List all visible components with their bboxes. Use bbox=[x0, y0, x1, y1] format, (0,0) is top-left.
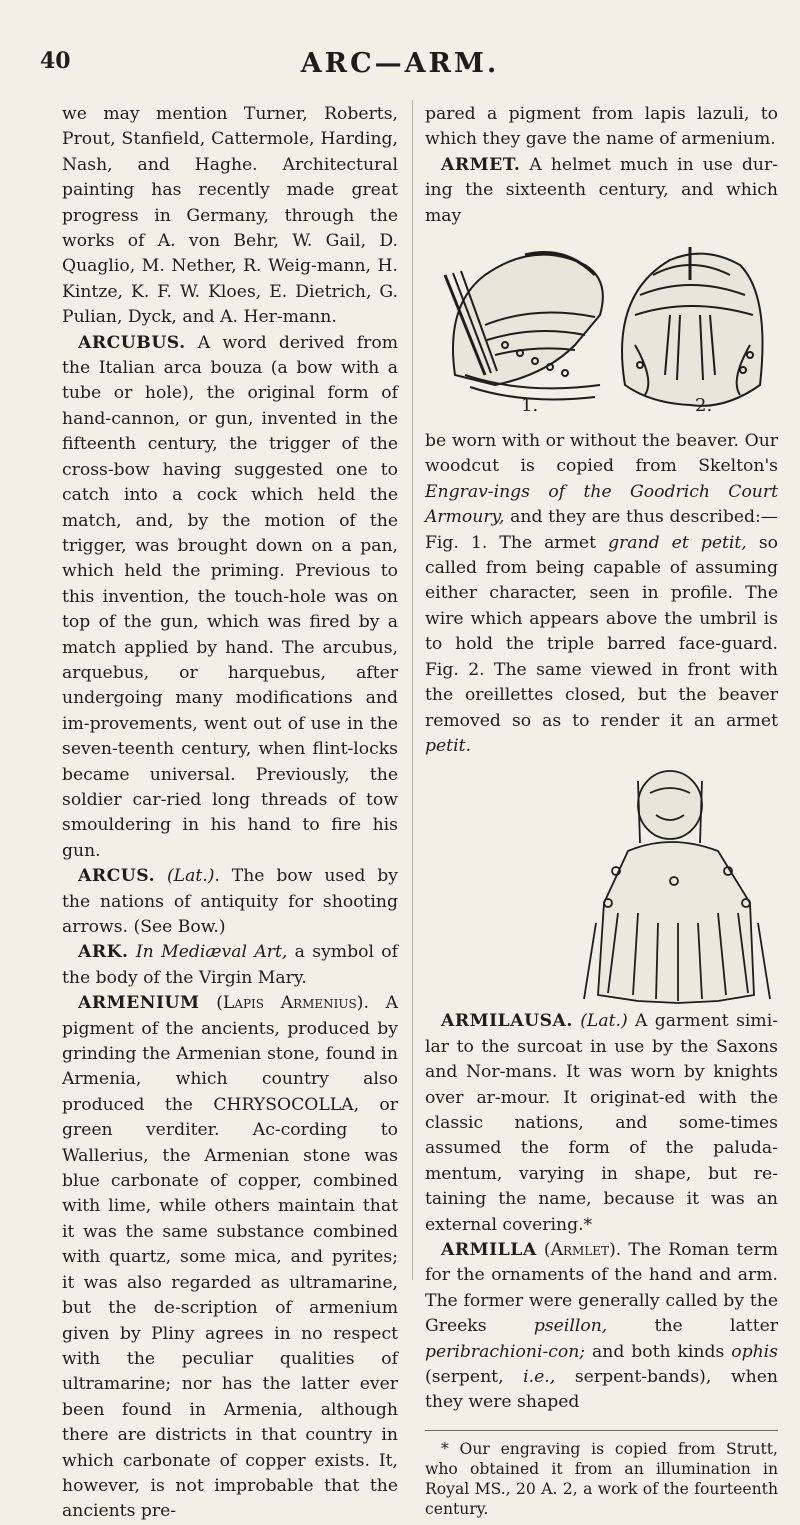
headword-armenium: ARMENIUM bbox=[78, 993, 200, 1014]
running-head: ARC—ARM. bbox=[300, 48, 500, 79]
armilla-text-3: and both kinds bbox=[585, 1341, 732, 1362]
entry-arcus bbox=[62, 864, 398, 940]
page-header bbox=[0, 48, 800, 88]
armet-petit: petit. bbox=[425, 735, 471, 756]
armet-grand-et-petit: grand et petit, bbox=[608, 532, 747, 553]
armilausa-illustration bbox=[578, 763, 778, 1007]
entry-arcus-text: . The bow used by the nations of antiquity for shooting arrows. (See Bow.) bbox=[62, 866, 398, 937]
armilausa-lat: (Lat.) bbox=[580, 1011, 628, 1032]
armilla-text-4: (serpent, bbox=[425, 1367, 524, 1387]
paragraph-architectural-painting: we may mention Turner, Roberts, Prout, Stanfield, Cattermole, Harding, Nash, and Haghe. Architectural painting has recently made great progress in Germany, through the works of A. von Behr, W. Gail, D. Quaglio, M. Nether, R. Weig-mann, H. Kintze, K. F. W. Kloes, E. Dietrich, G. Pulian, Dyck, and A. Her-mann. bbox=[62, 104, 398, 328]
armilla-ie: i.e., bbox=[523, 1367, 556, 1387]
armilla-peribrachionicon: peribrachioni-con; bbox=[425, 1341, 586, 1362]
headword-arcus: ARCUS. bbox=[78, 866, 156, 887]
footnote: * Our engraving is copied from Strutt, who obtained it from an illumination in Royal MS., 20 A. 2, a work of the fourteenth century. bbox=[425, 1439, 778, 1518]
armet-book-title: Engrav-ings of the Goodrich Court Armoury, bbox=[425, 481, 778, 528]
armet-helmet-illustration bbox=[425, 235, 778, 425]
left-column bbox=[62, 102, 398, 1525]
entry-armenium-text: A pigment of the ancients, produced by grinding the Armenian stone, found in Armenia, which country also produced the CHRYSOCOLLA, or green verditer. Ac-cording to Wallerius, the Armenian stone was blue carbonate of copper, combined with lime, while others maintain that it was the same substance combined with quartz, some mica, and pyrites; it was also regarded as ultramarine, but the de-scription of armenium given by Pliny agrees in no respect with the peculiar qualities of ultramarine; nor has the latter ever been found in Armenia, although there are districts in that country in which carbonate of copper exists. It, however, is not improbable that the ancients pre- bbox=[62, 993, 398, 1522]
entry-ark bbox=[62, 940, 398, 991]
armet-helmet-figure bbox=[425, 235, 778, 425]
entry-arcubus bbox=[62, 331, 398, 865]
armilla-text-5: serpent-bands), when they were shaped bbox=[425, 1367, 778, 1413]
armilla-text-1: The Roman term for the ornaments of the hand and arm. The former were generally called by the Greeks bbox=[425, 1239, 778, 1337]
armilla-pseillon: pseillon, bbox=[533, 1316, 608, 1337]
entry-ark-text: a symbol of the body of the Virgin Mary. bbox=[62, 942, 398, 988]
page-number: 40 bbox=[40, 48, 71, 74]
column-divider bbox=[412, 100, 413, 1280]
armilla-text-2: the latter bbox=[607, 1316, 778, 1337]
entry-armilausa bbox=[425, 759, 778, 1238]
headword-arcubus: ARCUBUS. bbox=[78, 332, 186, 353]
arcus-lat: (Lat.) bbox=[166, 866, 215, 887]
ark-italic: In Mediæval Art, bbox=[135, 942, 288, 963]
footnote-divider bbox=[425, 1430, 778, 1431]
entry-arcubus-text: A word derived from the Italian arca bouza (a bow with a tube or hole), the original form of hand-cannon, or gun, invented in the fifteenth century, the trigger of the cross-bow having suggested one to catch into a cock which held the match, and, by the motion of the trigger, was brought down on a pan, which held the priming. Previous to this invention, the touch-hole was on top of the gun, which was fired by a match applied by hand. The arcubus, arquebus, or harquebus, after undergoing many modifications and im-provements, went out of use in the seven-teenth century, when flint-locks became universal. Previously, the soldier car-ried long threads of tow smouldering in his hand to fire his gun. bbox=[62, 332, 398, 861]
entry-armilla bbox=[425, 1238, 778, 1416]
headword-armilla: ARMILLA bbox=[441, 1239, 537, 1260]
figure-label-1: 1. bbox=[521, 395, 539, 417]
headword-armilausa: ARMILAUSA. bbox=[441, 1011, 573, 1032]
figure-label-2: 2. bbox=[695, 395, 713, 417]
entry-armilausa-text: A garment simi-lar to the surcoat in use by the Saxons and Nor-mans. It was worn by knights over ar-mour. It originat-ed with the classic nations, and some-times assumed the form of the paluda-mentum, varying in shape, but re-taining the name, because it was an external covering.* bbox=[425, 1011, 778, 1235]
armet-text-4: so called from being capable of assuming either character, seen in profile. The wire which appears above the umbril is to hold the triple barred face-guard. Fig. 2. The same viewed in front with the oreillettes closed, but the beaver removed so as to render it an armet bbox=[425, 532, 778, 731]
entry-armenium bbox=[62, 991, 398, 1525]
entry-armet-text-1: A helmet much in use dur-ing the sixteenth century, and which may bbox=[425, 154, 778, 226]
headword-armet: ARMET. bbox=[441, 154, 521, 175]
entry-armet bbox=[425, 153, 778, 229]
armet-text-2: be worn with or without the beaver. Our woodcut is copied from Skelton's bbox=[425, 431, 778, 477]
armilla-smallcaps: (Armlet). bbox=[543, 1239, 622, 1260]
right-column bbox=[425, 102, 778, 1519]
armilausa-figure bbox=[578, 763, 778, 1007]
headword-ark: ARK. bbox=[78, 942, 129, 963]
armenium-smallcaps: (Lapis Armenius). bbox=[216, 993, 369, 1014]
entry-armet-description bbox=[425, 429, 778, 759]
armilla-ophis: ophis bbox=[731, 1341, 778, 1362]
armet-text-3: and they are thus described:—Fig. 1. The armet bbox=[425, 507, 778, 553]
paragraph-continuation: pared a pigment from lapis lazuli, to which they gave the name of armenium. bbox=[425, 104, 778, 150]
